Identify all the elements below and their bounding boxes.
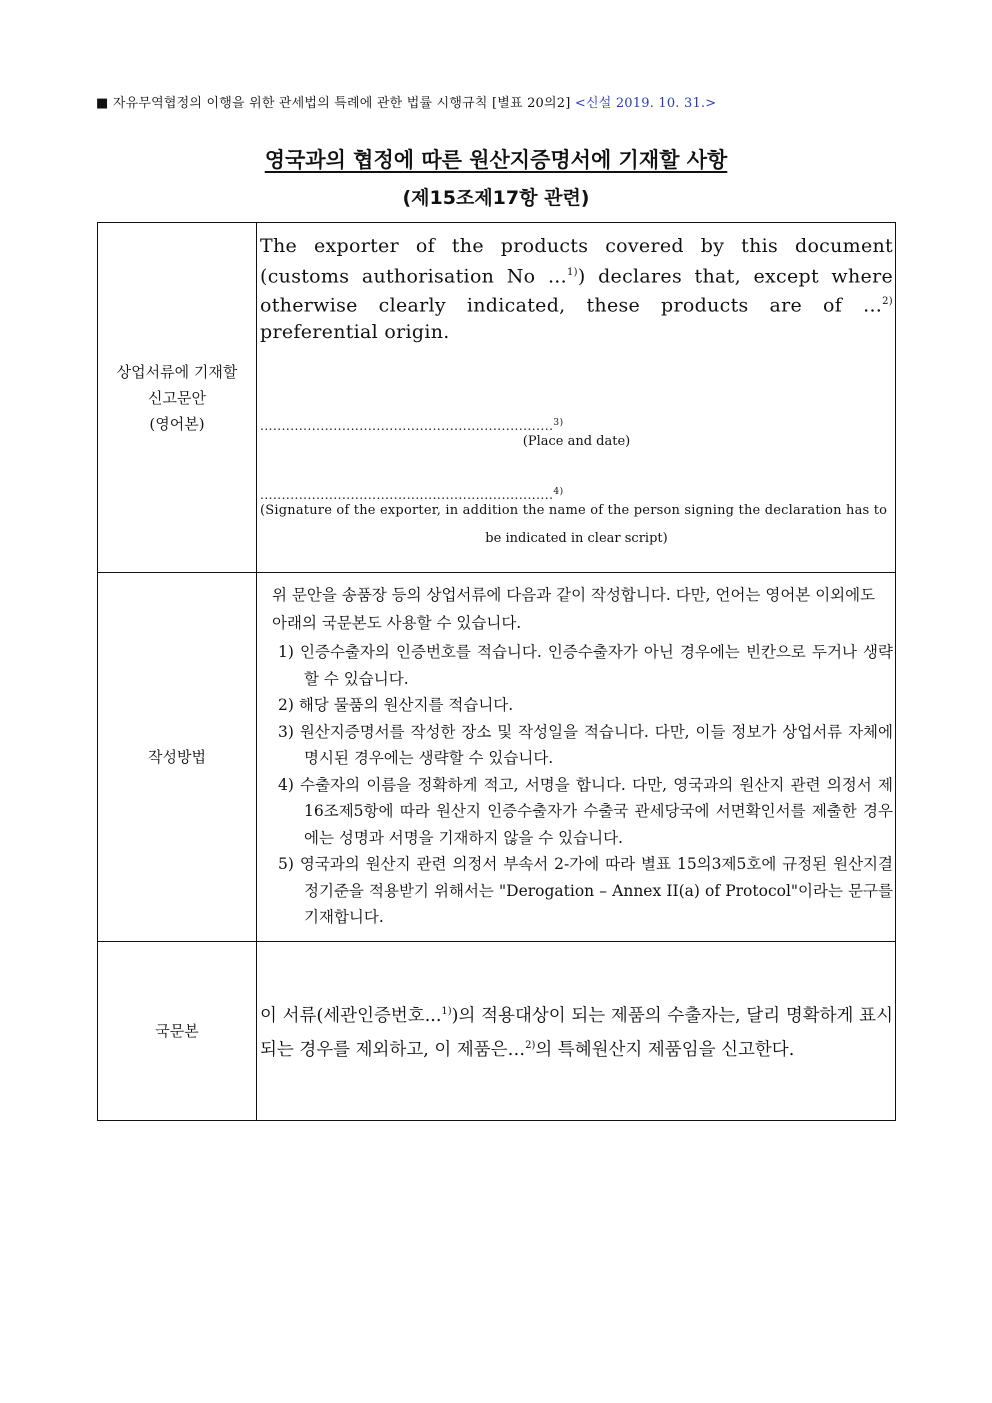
table-row-korean-version xyxy=(98,942,896,1121)
page-title-text: 영국과의 협정에 따른 원산지증명서에 기재할 사항 xyxy=(264,148,728,172)
row-label-method: 작성방법 xyxy=(98,573,257,942)
korean-text-part: 이 서류(세관인증번호... xyxy=(260,1005,442,1026)
square-bullet-icon: ■ xyxy=(96,96,109,111)
table-row-english-declaration xyxy=(98,223,896,573)
footnote-ref: 1) xyxy=(566,266,578,278)
korean-text-part: )의 적용대상이 되는 제품의 수출자는, 달리 명확하게 표시되는 경우를 제외하고, 이 제품은… xyxy=(260,1005,893,1060)
label-line: 상업서류에 기재할 xyxy=(116,362,238,381)
footnote-ref: 3) xyxy=(553,417,564,428)
place-date-dotted-line xyxy=(260,418,893,433)
method-instruction-list xyxy=(260,639,893,931)
declaration-form-table xyxy=(97,222,896,1121)
declaration-text-part: preferential origin. xyxy=(260,321,450,344)
row-label-english-declaration xyxy=(98,223,257,573)
method-intro-text: 위 문안을 송품장 등의 상업서류에 다음과 같이 작성합니다. 다만, 언어는 영어본 이외에도 아래의 국문본도 사용할 수 있습니다. xyxy=(272,586,876,632)
method-item-5: 5) 영국과의 원산지 관련 의정서 부속서 2-가에 따라 별표 15의3제5호에 규정된 원산지결정기준을 적용받기 위해서는 "Derogation – Annex II(a) of Protocol"이라는 문구를 기재합니다. xyxy=(278,855,893,926)
english-declaration-text xyxy=(260,233,893,346)
place-date-caption: (Place and date) xyxy=(522,433,631,449)
signature-caption-line1: (Signature of the exporter, in addition the name of the person signing the declaration has to xyxy=(260,502,888,518)
footnote-ref: 1) xyxy=(441,1005,452,1017)
label-line: 신고문안 xyxy=(148,388,206,407)
declaration-text-part: The exporter of the products covered by this document (customs authorisation No ... xyxy=(260,235,893,287)
page-title xyxy=(0,144,992,174)
dotted-line: .................................................................... xyxy=(260,487,554,502)
english-declaration-content xyxy=(257,223,896,573)
korean-version-content xyxy=(257,942,896,1121)
page-subtitle: (제15조제17항 관련) xyxy=(402,187,590,209)
new-provision-note: <신설 2019. 10. 31.> xyxy=(574,96,717,111)
method-item-3: 3) 원산지증명서를 작성한 장소 및 작성일을 적습니다. 다만, 이들 정보가 상업서류 자체에 명시된 경우에는 생략할 수 있습니다. xyxy=(278,722,893,767)
method-item-2: 2) 해당 물품의 원산지를 적습니다. xyxy=(278,696,514,714)
row-label-korean-version: 국문본 xyxy=(98,942,257,1121)
method-item-4: 4) 수출자의 이름을 정확하게 적고, 서명을 합니다. 다만, 영국과의 원산지 관련 의정서 제16조제5항에 따라 원산지 인증수출자가 수출국 관세당국에 서면확인서를 제출한 경우에는 성명과 서명을 기재하지 않을 수 있습니다. xyxy=(278,775,893,847)
dotted-line: .................................................................... xyxy=(260,418,554,433)
legal-reference-text: 자유무역협정의 이행을 위한 관세법의 특례에 관한 법률 시행규칙 [별표 20의2] xyxy=(112,96,571,111)
footnote-ref: 4) xyxy=(553,486,564,497)
table-row-method xyxy=(98,573,896,942)
declaration-text-part: ) declares that, except where otherwise clearly indicated, these products are of ... xyxy=(260,264,893,317)
signature-dotted-line xyxy=(260,487,893,502)
signature-caption-line2: be indicated in clear script) xyxy=(485,530,668,546)
label-line: (영어본) xyxy=(149,414,205,433)
footnote-ref: 2) xyxy=(882,296,893,308)
legal-reference-line xyxy=(96,92,716,111)
footnote-ref: 2) xyxy=(525,1040,536,1051)
korean-declaration-text xyxy=(260,997,893,1066)
method-content xyxy=(257,573,896,942)
method-item-1: 1) 인증수출자의 인증번호를 적습니다. 인증수출자가 아닌 경우에는 빈칸으로 두거나 생략할 수 있습니다. xyxy=(278,643,893,688)
korean-text-part: 의 특혜원산지 제품임을 신고한다. xyxy=(535,1039,795,1060)
